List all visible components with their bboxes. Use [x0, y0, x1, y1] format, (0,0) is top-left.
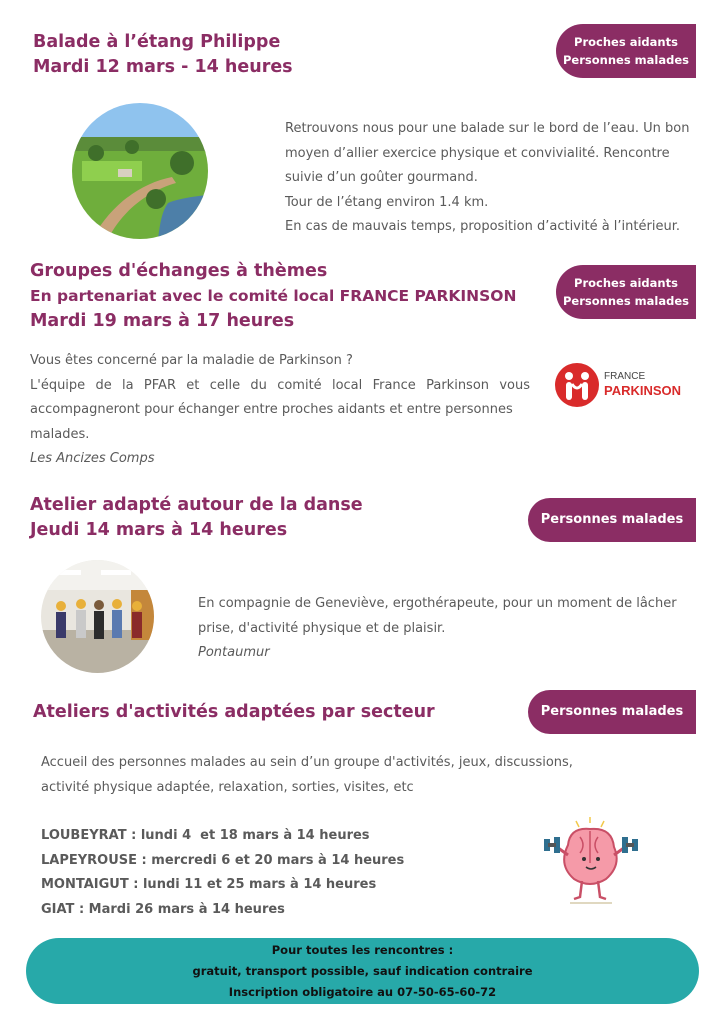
- france-parkinson-logo: [554, 362, 694, 408]
- event1-description: [285, 117, 705, 240]
- description-line: activité physique adaptée, relaxation, sorties, visites, etc: [41, 779, 414, 795]
- event2-subtitle: En partenariat avec le comité local FRANCE PARKINSON: [30, 287, 517, 305]
- event4-description: [41, 751, 601, 800]
- event4-audience-badge: [528, 690, 696, 734]
- event2-audience-badge: [556, 265, 696, 319]
- schedule-place: MONTAIGUT :: [41, 877, 139, 892]
- footer-info-banner: [26, 938, 699, 1004]
- description-line: L'équipe de la PFAR et celle du comité local France Parkinson vous: [30, 377, 530, 393]
- event3-location: Pontaumur: [198, 645, 270, 660]
- schedule-row: [41, 824, 404, 849]
- schedule-time: Mardi 26 mars à 14 heures: [84, 901, 285, 917]
- event1-title-block: [33, 30, 293, 80]
- description-line: Retrouvons nous pour une balade sur le bord de l’eau. Un bon: [285, 121, 690, 136]
- schedule-place: LAPEYROUSE :: [41, 852, 147, 868]
- description-line: prise, d'activité physique et de plaisir.: [198, 620, 446, 636]
- description-line: Accueil des personnes malades au sein d’un groupe d'activités, jeux, discussions,: [41, 755, 573, 770]
- description-line: suivie d’un goûter gourmand.: [285, 170, 478, 185]
- event3-title: Atelier adapté autour de la danse: [30, 495, 363, 515]
- event2-title: Groupes d'échanges à thèmes: [30, 261, 328, 281]
- event4-title: Ateliers d'activités adaptées par secteur: [33, 702, 435, 722]
- schedule-place: GIAT :: [41, 901, 85, 917]
- badge-line: Personnes malades: [563, 53, 689, 67]
- event3-date: Jeudi 14 mars à 14 heures: [30, 520, 288, 540]
- footer-line: Pour toutes les rencontres :: [271, 943, 454, 957]
- schedule-place: LOUBEYRAT :: [41, 828, 137, 843]
- badge-line: Proches aidants: [574, 35, 678, 49]
- logo-line1: FRANCE: [604, 371, 646, 382]
- event1-audience-badge: [556, 24, 696, 78]
- description-line: accompagneront pour échanger entre proches aidants et entre personnes: [30, 402, 513, 417]
- parkinson-emblem-icon: [554, 362, 600, 408]
- description-line: Vous êtes concerné par la maladie de Parkinson ?: [30, 353, 353, 368]
- schedule-time: lundi 4 et 18 mars à 14 heures: [136, 828, 370, 843]
- brain-dumbbell-illustration: [540, 815, 640, 910]
- badge-line: Proches aidants: [574, 276, 678, 290]
- event3-audience-badge: [528, 498, 696, 542]
- lake-photo: [72, 103, 208, 239]
- event1-date: Mardi 12 mars - 14 heures: [33, 57, 293, 77]
- footer-line: gratuit, transport possible, sauf indication contraire: [192, 964, 533, 978]
- event2-date: Mardi 19 mars à 17 heures: [30, 311, 295, 331]
- badge-line: Personnes malades: [540, 704, 684, 719]
- event2-location: Les Ancizes Comps: [30, 451, 155, 466]
- description-line: moyen d’allier exercice physique et convivialité. Rencontre: [285, 145, 670, 161]
- logo-line2: PARKINSON: [604, 383, 682, 398]
- description-line: malades.: [30, 426, 90, 442]
- event3-title-block: [30, 493, 363, 543]
- badge-line: Personnes malades: [540, 512, 684, 527]
- event2-description: [30, 349, 530, 472]
- event4-title-block: [33, 700, 435, 725]
- badge-line: Personnes malades: [563, 294, 689, 308]
- schedule-row: [41, 849, 404, 874]
- sector-schedule: [41, 824, 404, 922]
- event2-title-block: [30, 259, 516, 334]
- event3-description: [198, 592, 698, 666]
- dance-photo: [41, 560, 154, 673]
- schedule-time: mercredi 6 et 20 mars à 14 heures: [146, 852, 405, 868]
- description-line: En compagnie de Geneviève, ergothérapeute, pour un moment de lâcher: [198, 596, 677, 611]
- description-line: Tour de l’étang environ 1.4 km.: [285, 194, 489, 210]
- event1-title: Balade à l’étang Philippe: [33, 32, 281, 52]
- schedule-row: [41, 898, 404, 923]
- footer-phone-line: Inscription obligatoire au 07-50-65-60-72: [228, 985, 497, 999]
- description-line: En cas de mauvais temps, proposition d’activité à l’intérieur.: [285, 219, 680, 234]
- schedule-row: [41, 873, 404, 898]
- schedule-time: lundi 11 et 25 mars à 14 heures: [138, 877, 377, 892]
